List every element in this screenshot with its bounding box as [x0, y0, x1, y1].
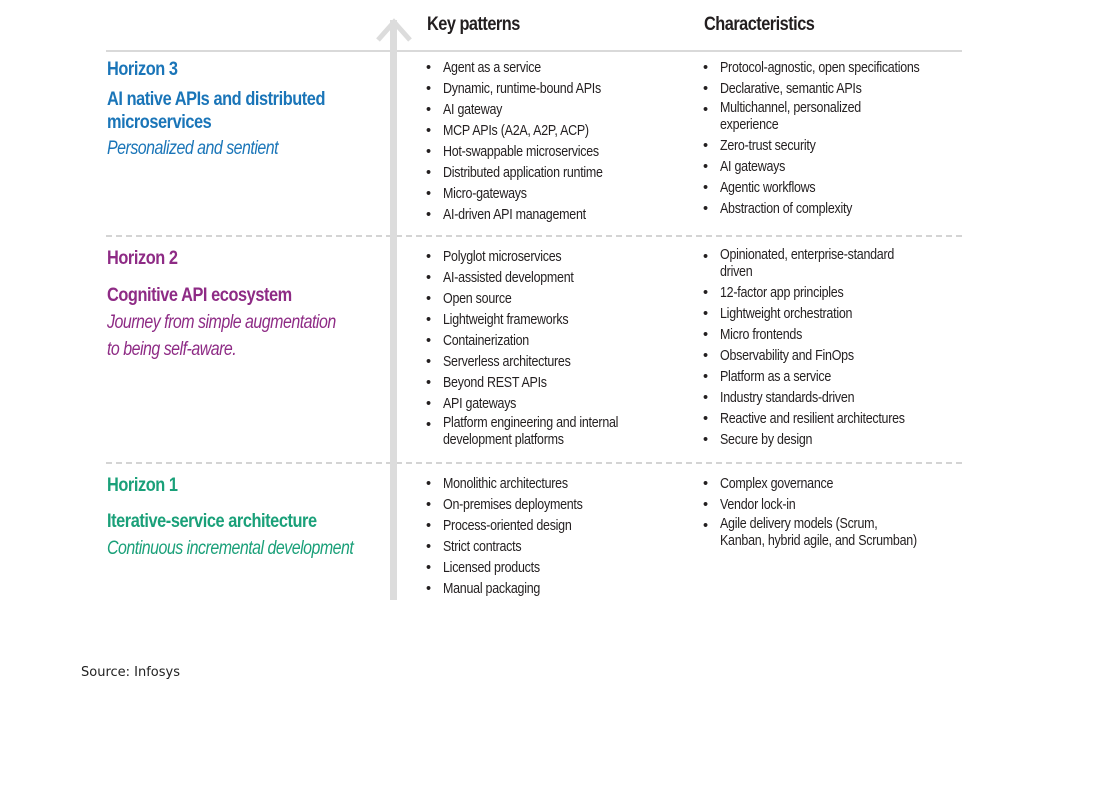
list-item	[701, 100, 955, 136]
list-item	[424, 184, 629, 205]
list-item	[424, 516, 605, 537]
list-item-text: Serverless architectures	[443, 354, 571, 370]
bullet-icon: •	[703, 159, 708, 175]
characteristics-header: Characteristics	[704, 14, 815, 35]
horizon-2-characteristics	[701, 247, 955, 451]
key-patterns-header: Key patterns	[427, 14, 520, 35]
list-item	[424, 268, 678, 289]
bullet-icon: •	[703, 138, 708, 154]
list-item	[424, 100, 629, 121]
list-item	[424, 205, 629, 226]
list-item-text: Observability and FinOps	[720, 348, 854, 364]
list-item-text: API gateways	[443, 396, 517, 412]
list-item-text: Polyglot microservices	[443, 249, 562, 265]
bullet-icon: •	[703, 390, 708, 406]
list-item-text: Monolithic architectures	[443, 476, 568, 492]
bullet-icon: •	[426, 539, 431, 555]
list-item-text: Distributed application runtime	[443, 165, 603, 181]
bullet-icon: •	[703, 497, 708, 513]
list-item-text: AI gateway	[443, 102, 503, 118]
list-item	[424, 331, 678, 352]
progression-axis	[390, 20, 397, 600]
horizon-3-description: Personalized and sentient	[107, 138, 279, 159]
bullet-icon: •	[426, 354, 431, 370]
bullet-icon: •	[426, 123, 431, 139]
list-item	[701, 199, 955, 220]
bullet-icon: •	[703, 180, 708, 196]
list-item	[424, 289, 678, 310]
list-item-text: MCP APIs (A2A, A2P, ACP)	[443, 123, 589, 139]
list-item-text: Manual packaging	[443, 581, 541, 597]
list-item	[701, 495, 955, 516]
bullet-icon: •	[703, 81, 708, 97]
list-item	[424, 121, 629, 142]
list-item-text: AI gateways	[720, 159, 786, 175]
list-item-text: Agentic workflows	[720, 180, 816, 196]
horizon-2-title: Cognitive API ecosystem	[107, 285, 292, 306]
source-note: Source: Infosys	[81, 665, 181, 680]
list-item	[701, 346, 955, 367]
list-item-text: Micro-gateways	[443, 186, 527, 202]
bullet-icon: •	[426, 165, 431, 181]
list-item	[701, 58, 955, 79]
horizon-1-title: Iterative-service architecture	[107, 511, 317, 532]
bullet-icon: •	[703, 432, 708, 448]
bullet-icon: •	[426, 333, 431, 349]
horizon-2-label: Horizon 2	[107, 248, 178, 269]
list-item-text: Vendor lock-in	[720, 497, 796, 513]
bullet-icon: •	[703, 60, 708, 76]
bullet-icon: •	[426, 186, 431, 202]
bullet-icon: •	[426, 417, 431, 433]
list-item-text: Strict contracts	[443, 539, 522, 555]
bullet-icon: •	[426, 518, 431, 534]
list-item	[701, 136, 955, 157]
list-item-text: Multichannel, personalized experience	[720, 100, 861, 133]
bullet-icon: •	[426, 476, 431, 492]
arrow-up-icon	[376, 18, 412, 42]
bullet-icon: •	[703, 102, 708, 118]
list-item	[701, 367, 955, 388]
bullet-icon: •	[703, 476, 708, 492]
list-item-text: Beyond REST APIs	[443, 375, 547, 391]
list-item-text: Micro frontends	[720, 327, 803, 343]
list-item-text: Agile delivery models (Scrum, Kanban, hybrid agile, and Scrumban)	[720, 516, 917, 549]
list-item-text: Containerization	[443, 333, 529, 349]
bullet-icon: •	[703, 306, 708, 322]
list-item	[424, 537, 605, 558]
list-item-text: Zero-trust security	[720, 138, 816, 154]
bullet-icon: •	[703, 249, 708, 265]
list-item	[701, 247, 955, 283]
list-item	[424, 352, 678, 373]
list-item	[424, 474, 605, 495]
bullet-icon: •	[426, 396, 431, 412]
bullet-icon: •	[703, 369, 708, 385]
list-item	[424, 58, 629, 79]
list-item-text: Platform as a service	[720, 369, 832, 385]
header-divider	[106, 50, 962, 52]
list-item-text: Complex governance	[720, 476, 834, 492]
horizon-1-label: Horizon 1	[107, 475, 178, 496]
list-item-text: 12-factor app principles	[720, 285, 844, 301]
list-item	[424, 394, 678, 415]
horizon-divider-2-1	[106, 462, 962, 464]
bullet-icon: •	[703, 348, 708, 364]
bullet-icon: •	[703, 201, 708, 217]
bullet-icon: •	[426, 102, 431, 118]
list-item-text: Process-oriented design	[443, 518, 572, 534]
list-item-text: Hot-swappable microservices	[443, 144, 599, 160]
horizon-1-characteristics	[701, 474, 955, 552]
list-item-text: Opinionated, enterprise-standard driven	[720, 247, 895, 280]
bullet-icon: •	[426, 375, 431, 391]
list-item	[701, 304, 955, 325]
horizon-3-title: AI native APIs and distributed microservices	[107, 89, 326, 133]
list-item	[701, 516, 955, 552]
bullet-icon: •	[703, 285, 708, 301]
list-item	[701, 178, 955, 199]
list-item-text: Lightweight orchestration	[720, 306, 853, 322]
bullet-icon: •	[426, 249, 431, 265]
bullet-icon: •	[426, 560, 431, 576]
list-item	[424, 558, 605, 579]
bullet-icon: •	[703, 411, 708, 427]
bullet-icon: •	[426, 291, 431, 307]
list-item	[701, 388, 955, 409]
list-item	[701, 325, 955, 346]
list-item-text: Reactive and resilient architectures	[720, 411, 905, 427]
list-item	[424, 310, 678, 331]
horizon-1-description: Continuous incremental development	[107, 538, 354, 559]
list-item-text: Lightweight frameworks	[443, 312, 569, 328]
list-item	[701, 157, 955, 178]
list-item-text: On-premises deployments	[443, 497, 583, 513]
horizon-2-key-patterns	[424, 247, 678, 451]
list-item	[701, 79, 955, 100]
list-item-text: Declarative, semantic APIs	[720, 81, 862, 97]
bullet-icon: •	[426, 581, 431, 597]
bullet-icon: •	[703, 518, 708, 534]
list-item-text: Abstraction of complexity	[720, 201, 853, 217]
bullet-icon: •	[426, 270, 431, 286]
horizon-3-key-patterns	[424, 58, 629, 226]
list-item	[701, 474, 955, 495]
bullet-icon: •	[703, 327, 708, 343]
bullet-icon: •	[426, 144, 431, 160]
list-item	[424, 163, 629, 184]
list-item-text: Secure by design	[720, 432, 813, 448]
bullet-icon: •	[426, 312, 431, 328]
list-item-text: Dynamic, runtime-bound APIs	[443, 81, 601, 97]
list-item-text: AI-assisted development	[443, 270, 574, 286]
list-item	[424, 247, 678, 268]
bullet-icon: •	[426, 81, 431, 97]
list-item-text: Industry standards-driven	[720, 390, 855, 406]
list-item-text: Open source	[443, 291, 512, 307]
list-item	[424, 579, 605, 600]
list-item-text: AI-driven API management	[443, 207, 586, 223]
horizon-divider-3-2	[106, 235, 962, 237]
bullet-icon: •	[426, 497, 431, 513]
horizon-3-characteristics	[701, 58, 955, 220]
list-item	[701, 430, 955, 451]
list-item	[424, 79, 629, 100]
horizon-3-label: Horizon 3	[107, 59, 178, 80]
list-item-text: Agent as a service	[443, 60, 541, 76]
bullet-icon: •	[426, 60, 431, 76]
list-item	[424, 373, 678, 394]
list-item	[701, 409, 955, 430]
list-item	[424, 495, 605, 516]
horizon-2-description: Journey from simple augmentation to being self-aware.	[107, 312, 336, 360]
list-item-text: Protocol-agnostic, open specifications	[720, 60, 920, 76]
list-item-text: Platform engineering and internal development platforms	[443, 415, 619, 448]
list-item	[424, 142, 629, 163]
horizon-1-key-patterns	[424, 474, 605, 600]
list-item-text: Licensed products	[443, 560, 540, 576]
list-item	[424, 415, 678, 451]
list-item	[701, 283, 955, 304]
bullet-icon: •	[426, 207, 431, 223]
